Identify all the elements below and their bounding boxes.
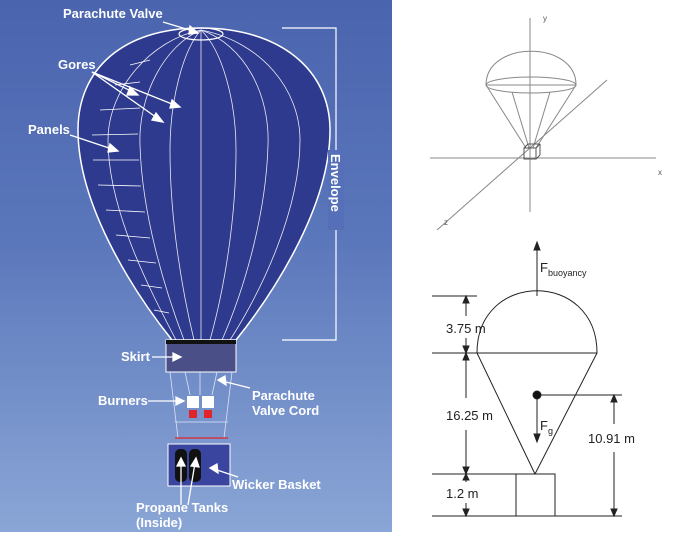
label-gores: Gores xyxy=(58,57,96,72)
basket-shape xyxy=(516,474,555,516)
axes-diagram xyxy=(430,18,656,230)
axis-label-z: z xyxy=(444,218,448,227)
label-wicker-basket: Wicker Basket xyxy=(232,477,321,492)
burner-flame-right xyxy=(204,410,212,418)
dim-dome-height: 3.75 m xyxy=(446,321,486,336)
label-parachute-valve: Parachute Valve xyxy=(63,6,163,21)
label-panels: Panels xyxy=(28,122,70,137)
label-parachute-valve-cord-1: Parachute xyxy=(252,388,315,403)
dim-cone-height: 16.25 m xyxy=(446,408,493,423)
label-propane-tanks-1: Propane Tanks xyxy=(136,500,229,515)
physics-diagrams xyxy=(392,0,687,532)
parachute-dome xyxy=(486,51,576,85)
z-axis xyxy=(437,80,607,230)
label-envelope: Envelope xyxy=(328,154,343,212)
dim-basket-height: 1.2 m xyxy=(446,486,479,501)
balloon-dome-shape xyxy=(477,291,597,353)
balloon-envelope xyxy=(78,28,330,340)
axis-label-y: y xyxy=(543,14,547,23)
label-f-buoyancy: $F_{buoyancy}$ xyxy=(540,260,587,278)
label-propane-tanks-2: (Inside) xyxy=(136,515,183,530)
burner-right xyxy=(202,396,214,408)
label-parachute-valve-cord-2: Valve Cord xyxy=(252,403,320,418)
label-skirt: Skirt xyxy=(121,349,150,364)
axis-label-x: x xyxy=(658,168,662,177)
label-burners: Burners xyxy=(98,393,148,408)
burner-flame-left xyxy=(189,410,197,418)
center-of-gravity xyxy=(533,391,541,399)
label-f-gravity: $F_g$ xyxy=(540,418,553,436)
physics-svg xyxy=(392,0,687,532)
dim-cog-height: 10.91 m xyxy=(588,431,635,446)
force-diagram xyxy=(432,242,622,516)
burner-left xyxy=(187,396,199,408)
